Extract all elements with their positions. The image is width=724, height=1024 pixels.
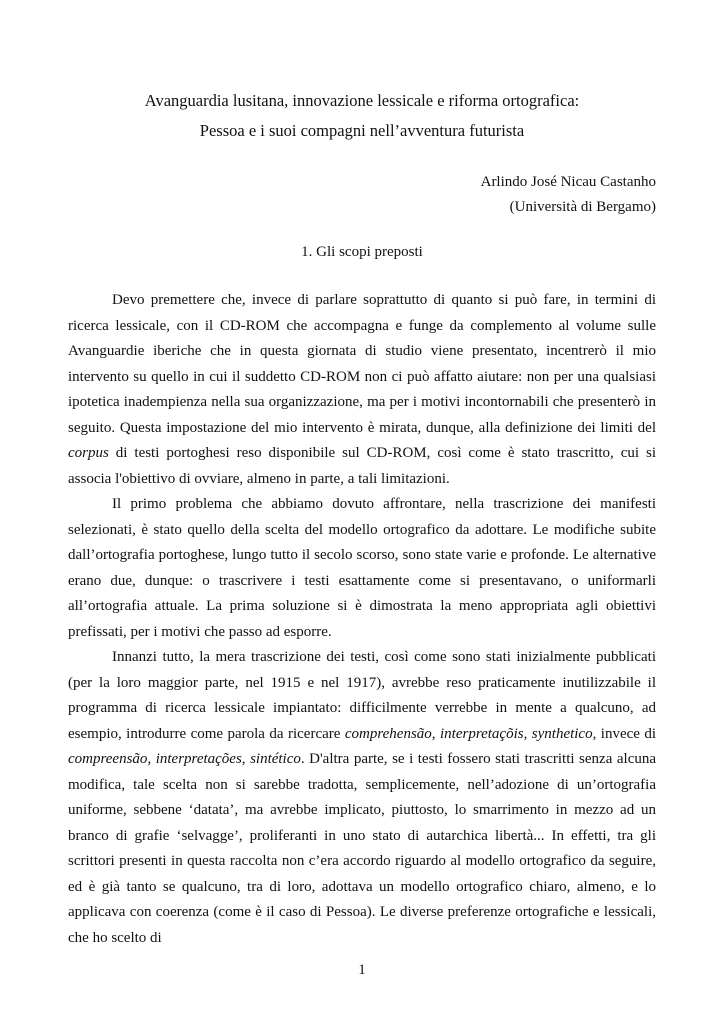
paragraph-3: [68, 645, 656, 951]
separator: ,: [241, 751, 251, 767]
example-word: compreensão: [68, 751, 148, 767]
author-name: Arlindo José Nicau Castanho: [480, 174, 656, 190]
separator: ,: [431, 725, 440, 742]
example-word: interpretaçõis: [439, 725, 524, 742]
separator: ,: [523, 725, 532, 742]
cd-rom-term: CD-ROM: [300, 368, 361, 385]
body-text: [68, 288, 656, 951]
paragraph-3-text-a: Innanzi tutto, la mera trascrizione dei testi, così come sono stati inizialmente pubblicati (per la loro maggior parte, nel 1915 e nel 1917), avrebbe reso praticamente inutilizzabile il programma di ricerca lessicale impiantato: difficilmente verrebbe in mente a qualcuno, ad esempio, introdurre come parola da ricercare: [68, 649, 656, 742]
paragraph-2: Il primo problema che abbiamo dovuto affrontare, nella trascrizione dei manifesti selezionati, è stato quello della scelta del modello ortografico da adottare. Le modifiche subite dall’ortografia portoghese, lungo tutto il secolo scorso, sono state varie e profonde. Le alternative erano due, dunque: o trascrivere i testi esattamente come si presentavano, o uniformarli all’ortografia attuale. La prima soluzione si è dimostrata la meno appropriata agli obiettivi prefissati, per i motivi che passo ad esporre.: [68, 496, 656, 640]
paragraph-1-text-b: che accompagna e funge da complemento al volume sulle Avanguardie iberiche che in questa giornata di studio viene presentato, incentrerò il mio intervento su quello in cui il suddetto: [68, 317, 657, 385]
example-word: synthetico: [531, 725, 593, 742]
separator: ,: [147, 751, 156, 767]
author-affiliation: (Università di Bergamo): [509, 199, 656, 215]
paragraph-1-text-a: Devo premettere che, invece di parlare soprattutto di quanto si può fare, in termini di ricerca lessicale, con il: [68, 292, 656, 334]
corpus-term: corpus: [68, 445, 109, 461]
example-word: interpretações: [155, 751, 242, 767]
example-word: sintético: [250, 751, 301, 767]
paragraph-1-text-e: , così come è stato trascritto, cui si associa l'obiettivo di ovviare, almeno in parte, a tali limitazioni.: [68, 445, 657, 487]
paragraph-1-text-c: non ci può affatto aiutare: non per una qualsiasi ipotetica inadempienza nella sua organizzazione, ma per i motivi incontornabili che presenterò in seguito. Questa impostazione del mio intervento è mirata, dunque, alla definizione dei limiti del: [68, 368, 656, 436]
cd-rom-term: CD-ROM: [366, 445, 427, 461]
section-heading: 1. Gli scopi preposti: [301, 244, 423, 260]
cd-rom-term: CD-ROM: [219, 317, 280, 334]
paragraph-3-text-b: , invece di: [592, 725, 657, 742]
paragraph-1: [68, 288, 656, 492]
paragraph-1-text-d: di testi portoghesi reso disponibile sul: [108, 445, 367, 461]
paper-title-line-2: Pessoa e i suoi compagni nell’avventura futurista: [199, 121, 525, 140]
example-word: comprehensão: [344, 725, 432, 742]
page-number: 1: [358, 962, 366, 978]
paper-title-line-1: Avanguardia lusitana, innovazione lessicale e riforma ortografica:: [144, 91, 580, 110]
paragraph-3-text-c: . D'altra parte, se i testi fossero stati trascritti senza alcuna modifica, tale scelta non si sarebbe tradotta, semplicemente, nell’adozione di un’ortografia uniforme, sebbene ‘datata’, ma avrebbe implicato, piuttosto, lo smarrimento in mezzo ad un branco di grafie ‘selvagge’, proliferanti in uno stato di autarchica libertà... In effetti, tra gli scrittori presenti in questa raccolta non c’era accordo riguardo al modello ortografico da seguire, ed è già tanto se qualcuno, tra di loro, adottava un modello ortografico chiaro, almeno, e lo applicava con coerenza (come è il caso di Pessoa). Le diverse preferenze ortografiche e lessicali, che ho scelto di: [68, 751, 657, 946]
